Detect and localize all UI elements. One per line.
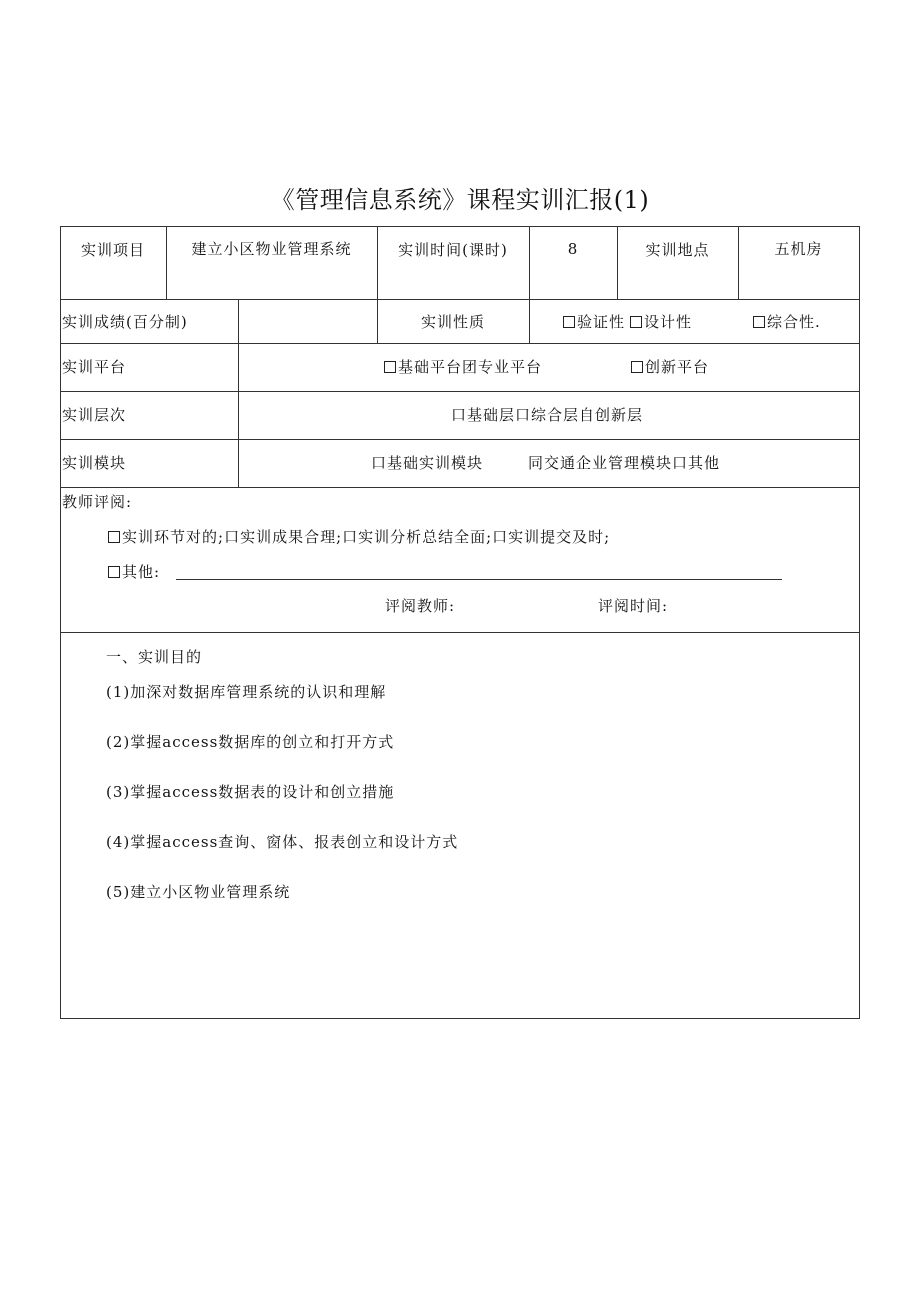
option-label: 基础平台团专业平台 <box>398 358 543 376</box>
objective-item: (3)掌握access数据表的设计和创立措施 <box>106 783 395 801</box>
review-checklist[interactable] <box>108 526 610 548</box>
review-heading: 教师评阅: <box>62 493 133 511</box>
table-border-bottom <box>60 1018 860 1019</box>
cell-divider <box>529 299 530 343</box>
project-label: 实训项目 <box>80 241 145 259</box>
objectives-heading: 一、实训目的 <box>106 648 203 666</box>
cell-divider <box>529 226 530 299</box>
table-rule <box>60 299 860 300</box>
nature-option-verify[interactable] <box>563 311 625 333</box>
project-value: 建立小区物业管理系统 <box>191 240 352 258</box>
review-time-label: 评阅时间: <box>598 597 669 615</box>
table-border-right <box>859 226 860 1018</box>
platform-option-innovation[interactable] <box>631 356 709 378</box>
table-rule <box>60 439 860 440</box>
objective-item: (5)建立小区物业管理系统 <box>106 883 291 901</box>
checkbox-icon <box>753 316 765 328</box>
score-label: 实训成绩(百分制) <box>62 313 188 331</box>
module-option-others[interactable]: 同交通企业管理模块口其他 <box>528 454 721 472</box>
level-options[interactable]: 口基础层口综合层自创新层 <box>451 406 644 424</box>
document-title: 《管理信息系统》课程实训汇报(1) <box>270 186 650 214</box>
checkbox-icon <box>384 361 396 373</box>
objective-item: (4)掌握access查询、窗体、报表创立和设计方式 <box>106 833 459 851</box>
platform-options-basic-professional[interactable] <box>384 356 542 378</box>
platform-label: 实训平台 <box>62 358 127 376</box>
time-label: 实训时间(课时) <box>398 241 508 259</box>
objective-item: (1)加深对数据库管理系统的认识和理解 <box>106 683 387 701</box>
table-rule <box>60 632 860 633</box>
table-border-left <box>60 226 61 1018</box>
option-label: 设计性 <box>644 313 693 331</box>
checkbox-icon <box>108 531 120 543</box>
table-rule <box>60 487 860 488</box>
checkbox-icon <box>630 316 642 328</box>
module-label: 实训模块 <box>62 454 127 472</box>
table-rule <box>60 343 860 344</box>
cell-divider <box>166 226 167 299</box>
level-label: 实训层次 <box>62 406 127 424</box>
review-item: 实训环节对的; <box>122 528 225 546</box>
time-value: 8 <box>567 240 579 258</box>
other-label: 其他: <box>122 563 161 581</box>
option-label: 验证性 <box>577 313 626 331</box>
review-items: 口实训成果合理;口实训分析总结全面;口实训提交及时; <box>224 528 611 546</box>
review-other[interactable] <box>108 561 160 583</box>
place-value: 五机房 <box>774 240 823 258</box>
option-label: 创新平台 <box>645 358 710 376</box>
nature-label: 实训性质 <box>420 313 485 331</box>
place-label: 实训地点 <box>645 241 710 259</box>
table-border-top <box>60 226 860 227</box>
cell-divider <box>617 226 618 299</box>
nature-option-comprehensive[interactable] <box>753 311 821 333</box>
module-option-basic[interactable]: 口基础实训模块 <box>371 454 484 472</box>
checkbox-icon <box>631 361 643 373</box>
review-teacher-label: 评阅教师: <box>385 597 456 615</box>
other-underline[interactable] <box>176 579 782 580</box>
cell-divider <box>238 299 239 487</box>
checkbox-icon <box>563 316 575 328</box>
checkbox-icon <box>108 566 120 578</box>
table-rule <box>60 391 860 392</box>
nature-option-design[interactable] <box>630 311 692 333</box>
cell-divider <box>738 226 739 299</box>
objective-item: (2)掌握access数据库的创立和打开方式 <box>106 733 395 751</box>
option-label: 综合性. <box>767 313 821 331</box>
